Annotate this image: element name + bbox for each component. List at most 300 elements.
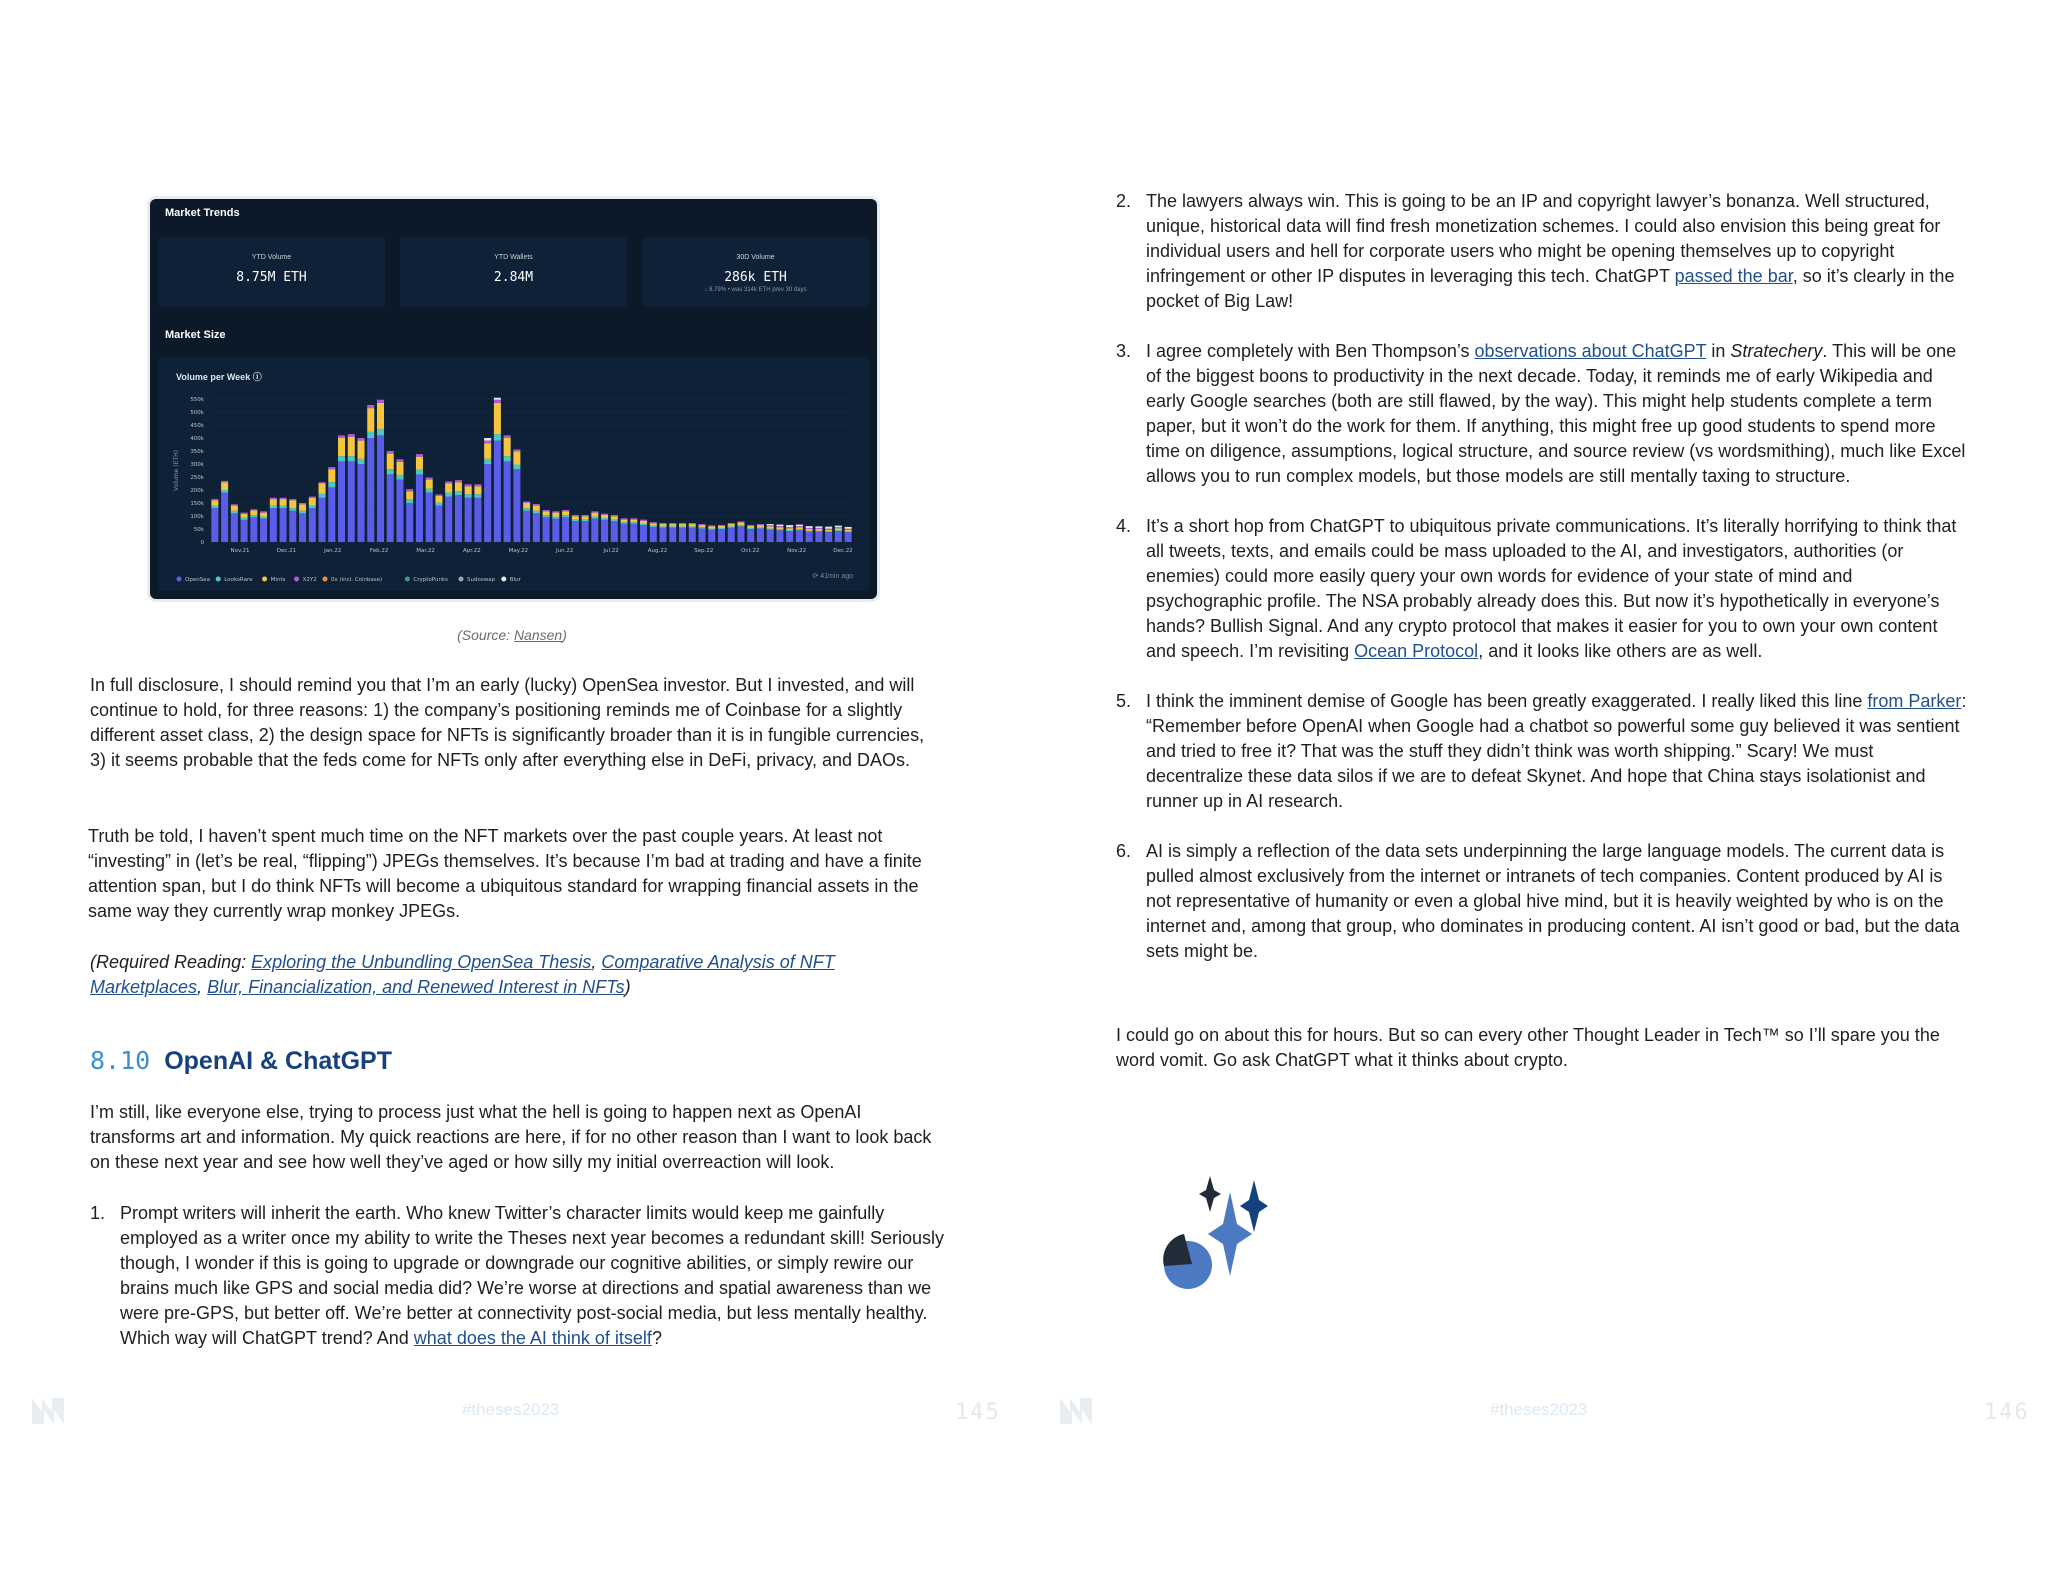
card-title: Market Trends — [165, 207, 240, 219]
x-tick-label: Jul.22 — [603, 548, 619, 554]
bar-segment — [513, 469, 520, 542]
paragraph-truth: Truth be told, I haven’t spent much time on the NFT markets over the past couple years. At least not “investing” in (let’s be real, “flipping”) JPEGs themselves. It’s because I’m bad at trading and have a finite attention span, but I do think NFTs will become a ubiquitous standard for wrapping financial assets in the same way they currently wrap monkey JPEGs. — [88, 826, 922, 921]
bar-segment — [280, 508, 287, 542]
bar-segment — [815, 526, 822, 528]
bar-segment — [533, 504, 540, 506]
bar-segment — [416, 474, 423, 542]
bar-segment — [406, 499, 413, 503]
item-link[interactable]: from Parker — [1867, 691, 1962, 711]
bar-segment — [260, 517, 267, 519]
bar-segment — [640, 520, 647, 521]
bar-segment — [737, 523, 744, 526]
reactions-list-left — [90, 1201, 945, 1376]
bar-segment — [387, 474, 394, 542]
bar-segment — [523, 511, 530, 542]
bar-segment — [562, 517, 569, 542]
bar-segment — [786, 525, 793, 527]
section-heading — [90, 1046, 392, 1076]
bar-segment — [241, 520, 248, 542]
item-italic: Stratechery — [1730, 341, 1823, 361]
bar-segment — [358, 464, 365, 542]
bar-segment — [630, 520, 637, 523]
bar-segment — [377, 403, 384, 429]
bar-segment — [737, 521, 744, 522]
bar-segment — [338, 456, 345, 461]
section-title: OpenAI & ChatGPT — [164, 1047, 393, 1075]
volume-bar-chart — [158, 357, 869, 591]
bar-segment — [815, 532, 822, 542]
x-tick-label: Aug.22 — [647, 548, 668, 554]
list-item — [1116, 689, 1971, 814]
bar-segment — [698, 527, 705, 528]
bar-segment — [426, 478, 433, 480]
item-suffix: ? — [651, 1328, 662, 1348]
bar-segment — [377, 435, 384, 542]
bar-segment — [591, 517, 598, 519]
bar-segment — [523, 503, 530, 508]
market-trends-card — [150, 199, 877, 599]
source-prefix: (Source: — [457, 627, 514, 643]
bar-segment — [299, 504, 306, 511]
bar-segment — [377, 400, 384, 403]
bar-segment — [601, 518, 608, 520]
list-item — [1116, 839, 1971, 964]
bar-segment — [806, 531, 813, 532]
item-text: I think the imminent demise of Google has been greatly exaggerated. I really liked this line — [1146, 691, 1868, 711]
bar-segment — [689, 524, 696, 526]
bar-segment — [562, 511, 569, 515]
bar-segment — [650, 523, 657, 525]
reading-link-blur[interactable]: Blur, Financialization, and Renewed Interest in NFTs — [207, 977, 625, 997]
bar-segment — [806, 532, 813, 542]
bar-segment — [806, 528, 813, 529]
bar-segment — [572, 519, 579, 521]
bar-segment — [737, 526, 744, 542]
bar-segment — [260, 519, 267, 542]
bar-segment — [260, 513, 267, 517]
item-mid: in — [1706, 341, 1731, 361]
bar-segment — [494, 400, 501, 403]
legend-label: Blur — [509, 577, 521, 583]
bar-segment — [494, 398, 501, 400]
x-tick-label: Jun.22 — [556, 548, 574, 554]
reading-link-unbundling[interactable]: Exploring the Unbundling OpenSea Thesis — [251, 952, 592, 972]
footer-hashtag: #theses2023 — [1490, 1400, 1588, 1419]
bar-segment — [562, 510, 569, 511]
item-number: 5. — [1116, 691, 1132, 711]
bar-segment — [845, 527, 852, 529]
bar-segment — [338, 438, 345, 456]
bar-segment — [221, 482, 228, 490]
legend-label: CryptoPunks — [413, 577, 449, 583]
stat-30d-volume — [642, 237, 869, 307]
bar-segment — [835, 530, 842, 531]
bar-segment — [241, 513, 248, 514]
x-tick-label: Feb.22 — [369, 548, 389, 554]
bar-segment — [621, 520, 628, 523]
bar-segment — [660, 524, 667, 526]
bar-segment — [728, 526, 735, 527]
bar-segment — [426, 489, 433, 493]
bar-segment — [786, 531, 793, 542]
bar-segment — [377, 429, 384, 436]
section-number: 8.10 — [90, 1046, 151, 1075]
bar-segment — [689, 526, 696, 527]
item-link[interactable]: Ocean Protocol — [1354, 641, 1479, 661]
bar-segment — [338, 461, 345, 542]
bar-segment — [796, 529, 803, 530]
bar-segment — [796, 525, 803, 527]
bar-segment — [270, 508, 277, 542]
bar-segment — [591, 511, 598, 512]
bar-segment — [611, 516, 618, 519]
reactions-list-right — [1116, 189, 1971, 989]
bar-segment — [582, 521, 589, 542]
bar-segment — [348, 456, 355, 461]
bar-segment — [348, 437, 355, 457]
bar-segment — [591, 519, 598, 542]
bar-segment — [747, 528, 754, 529]
x-tick-label: Oct.22 — [741, 548, 760, 554]
bar-segment — [669, 523, 676, 524]
bar-segment — [698, 525, 705, 527]
bar-segment — [621, 518, 628, 519]
reading-link-comparative[interactable]: Comparative Analysis of NFT Marketplaces — [90, 952, 835, 997]
bar-segment — [660, 526, 667, 527]
bar-segment — [757, 528, 764, 542]
item-link[interactable]: observations about ChatGPT — [1474, 341, 1707, 361]
bar-segment — [757, 527, 764, 528]
bar-segment — [435, 506, 442, 542]
bar-segment — [533, 506, 540, 511]
legend-label: 0x (incl. Coinbase) — [331, 577, 383, 583]
legend-swatch — [459, 577, 464, 582]
item-suffix: : “Remember before OpenAI when Google had a chatbot so powerful some guy believed it was sentient and tried to free it? That was the stuff they didn’t think was worth shipping.” Scary! We must decentralize these data silos if we are to defeat Skynet. And hope that China stays isolationist and runner up in AI research. — [1146, 691, 1967, 811]
legend-label: X2Y2 — [302, 577, 317, 583]
bar-segment — [523, 501, 530, 503]
bar-segment — [582, 519, 589, 521]
footer-hashtag: #theses2023 — [462, 1400, 560, 1419]
y-tick-label: 250k — [190, 475, 204, 481]
bar-segment — [845, 529, 852, 530]
bar-segment — [611, 519, 618, 521]
bar-segment — [552, 519, 559, 542]
y-tick-label: 200k — [190, 488, 204, 494]
bar-segment — [465, 494, 472, 498]
bar-segment — [504, 461, 511, 542]
bar-segment — [455, 480, 462, 482]
bar-segment — [640, 521, 647, 524]
bar-segment — [543, 515, 550, 517]
legend-label: OpenSea — [185, 577, 210, 583]
paragraph-intro: I’m still, like everyone else, trying to process just what the hell is going to happen next as OpenAI transforms art and information. My quick reactions are here, if for no other reason than I want to look back on these next year and see how well they’ve aged or how silly my initial overreaction will look. — [90, 1102, 932, 1172]
bar-segment — [582, 515, 589, 516]
bar-segment — [728, 524, 735, 526]
bar-segment — [815, 531, 822, 532]
market-size-title: Market Size — [165, 329, 226, 341]
source-suffix: ) — [562, 627, 567, 643]
bar-segment — [650, 526, 657, 527]
bar-segment — [231, 511, 238, 514]
bar-segment — [601, 514, 608, 515]
list-item — [1116, 514, 1971, 664]
bar-segment — [396, 462, 403, 475]
bar-segment — [504, 456, 511, 461]
x-tick-label: Apr.22 — [463, 548, 481, 554]
bar-segment — [718, 526, 725, 528]
bar-segment — [708, 525, 715, 526]
bar-segment — [660, 528, 667, 542]
bar-segment — [621, 524, 628, 542]
list-item — [1116, 339, 1971, 489]
paragraph-disclosure: In full disclosure, I should remind you that I’m an early (lucky) OpenSea investor. But I invested, and will continue to hold, for three reasons: 1) the company’s positioning reminds me of Coinbase for a slightly different asset class, 2) the design space for NFTs is significantly broader than it is in fungible currencies, 3) it seems probable that the feds come for NFTs only after everything else in DeFi, privacy, and DAOs. — [90, 675, 925, 770]
bar-segment — [280, 506, 287, 509]
source-link[interactable]: Nansen — [513, 627, 563, 643]
page-number: 145 — [955, 1400, 1001, 1425]
bar-segment — [796, 527, 803, 529]
bar-segment — [747, 526, 754, 528]
bar-segment — [416, 457, 423, 470]
bar-segment — [650, 522, 657, 523]
bar-segment — [270, 506, 277, 509]
chart-title: Volume per Week ⓘ — [176, 372, 262, 382]
bar-segment — [435, 496, 442, 503]
bar-segment — [543, 517, 550, 542]
bar-segment — [825, 532, 832, 542]
bar-segment — [367, 405, 374, 408]
bar-segment — [689, 523, 696, 524]
legend-swatch — [501, 577, 506, 582]
item-suffix: , and it looks like others are as well. — [1478, 641, 1763, 661]
item-text: The lawyers always win. This is going to be an IP and copyright lawyer’s bonanza. Well structured, unique, historical data will find fresh monetization schemes. I could also envision this being great for individual users and hell for corporate users who might be opening themselves up to copyright infringement or other IP disputes in leveraging this tech. ChatGPT — [1146, 191, 1941, 286]
item-link[interactable]: passed the bar — [1674, 266, 1793, 286]
logo-icon — [30, 1392, 66, 1428]
bar-segment — [387, 451, 394, 454]
x-tick-label: Dec.21 — [276, 548, 297, 554]
bar-segment — [221, 493, 228, 542]
legend-swatch — [262, 577, 267, 582]
y-tick-label: 400k — [190, 436, 204, 442]
bar-segment — [640, 525, 647, 542]
bar-segment — [280, 499, 287, 506]
bar-segment — [474, 498, 481, 542]
bar-segment — [289, 508, 296, 511]
bar-segment — [396, 459, 403, 462]
bar-segment — [737, 525, 744, 526]
required-reading — [90, 950, 935, 1000]
y-tick-label: 450k — [190, 423, 204, 429]
bar-segment — [484, 443, 491, 459]
legend-swatch — [405, 577, 410, 582]
bar-segment — [406, 503, 413, 542]
stat-ytd-volume — [158, 237, 385, 307]
bar-segment — [445, 497, 452, 543]
bar-segment — [572, 515, 579, 516]
bar-segment — [825, 527, 832, 529]
bar-segment — [815, 529, 822, 531]
x-tick-label: Dec.22 — [833, 548, 853, 554]
bar-segment — [679, 524, 686, 526]
bar-segment — [523, 508, 530, 511]
bar-segment — [533, 511, 540, 514]
bar-segment — [708, 526, 715, 528]
bar-segment — [260, 511, 267, 512]
bar-segment — [767, 525, 774, 526]
bar-segment — [270, 499, 277, 506]
bar-segment — [513, 449, 520, 451]
bar-segment — [231, 504, 238, 505]
list-item — [90, 1201, 945, 1351]
bar-segment — [465, 486, 472, 494]
bar-segment — [591, 513, 598, 517]
x-tick-label: Sep.22 — [694, 548, 714, 554]
bar-segment — [669, 528, 676, 542]
item-number: 4. — [1116, 516, 1132, 536]
stat-label: YTD Wallets — [494, 254, 533, 261]
bar-segment — [328, 487, 335, 542]
bar-segment — [221, 481, 228, 482]
bar-segment — [757, 524, 764, 525]
bar-segment — [776, 529, 783, 530]
bar-segment — [689, 528, 696, 542]
bar-segment — [757, 525, 764, 527]
bar-segment — [250, 515, 257, 517]
y-tick-label: 100k — [190, 514, 204, 520]
bar-segment — [435, 494, 442, 496]
bar-segment — [319, 484, 326, 494]
bar-segment — [484, 438, 491, 441]
bar-segment — [552, 511, 559, 512]
bar-segment — [494, 434, 501, 441]
bar-segment — [270, 498, 277, 499]
bar-segment — [640, 524, 647, 526]
x-tick-label: Nov.22 — [787, 548, 807, 554]
bar-segment — [796, 526, 803, 527]
bar-segment — [611, 515, 618, 516]
bar-segment — [728, 528, 735, 542]
bar-segment — [280, 498, 287, 499]
bar-segment — [845, 531, 852, 532]
bar-segment — [338, 435, 345, 438]
bar-segment — [299, 511, 306, 514]
item-link[interactable]: what does the AI think of itself — [413, 1328, 652, 1348]
bar-segment — [601, 515, 608, 518]
bar-segment — [474, 486, 481, 494]
bar-segment — [776, 527, 783, 529]
legend-label: Sudoswap — [467, 577, 496, 583]
bar-segment — [718, 528, 725, 529]
bar-segment — [435, 502, 442, 505]
bar-segment — [289, 511, 296, 542]
bar-segment — [806, 529, 813, 531]
y-tick-label: 300k — [190, 462, 204, 468]
bar-segment — [426, 493, 433, 542]
bar-segment — [474, 494, 481, 498]
y-tick-label: 150k — [190, 501, 204, 507]
bar-segment — [504, 435, 511, 438]
bar-segment — [465, 498, 472, 542]
bar-segment — [211, 508, 218, 542]
logo-icon — [1058, 1392, 1094, 1428]
bar-segment — [484, 441, 491, 444]
bar-segment — [455, 482, 462, 491]
bar-segment — [348, 434, 355, 437]
bar-segment — [387, 454, 394, 470]
y-tick-label: 0 — [200, 540, 204, 546]
item-number: 1. — [90, 1203, 106, 1223]
bar-segment — [504, 438, 511, 456]
bar-segment — [669, 526, 676, 527]
bar-segment — [698, 528, 705, 542]
bar-segment — [621, 522, 628, 524]
sparkle-decoration-icon — [1128, 1170, 1288, 1300]
item-text: . This will be one of the biggest boons to productivity in the next decade. Today, it reminds me of early Wikipedia and early Google searches (both are still flawed, by the way). This might help students complete a term paper, but it won’t do the work for them. If anything, this might free up good students to spend more time on diligence, assumptions, logical structure, and source review (vs wordsmithing), much like Excel allows you to run complex models, but those models are still mentally taxing to structure. — [1146, 341, 1966, 486]
bar-segment — [601, 520, 608, 542]
bar-segment — [211, 499, 218, 500]
stat-label: 30D Volume — [736, 254, 775, 261]
bar-segment — [367, 408, 374, 431]
bar-segment — [835, 531, 842, 542]
bar-segment — [328, 469, 335, 482]
bar-segment — [231, 513, 238, 542]
item-text: It’s a short hop from ChatGPT to ubiquitous private communications. It’s literally horrifying to think that all tweets, texts, and emails could be mass uploaded to the AI, and investigators, authorities (or enemies) could more easily query your own words for evidence of your state of mind and psychographic profile. The NSA probably already does this. But now it’s hypothetically in everyone’s hands? Bullish Signal. And any crypto protocol that makes it easier for you to own your own content and speech. I’m revisiting — [1146, 516, 1957, 661]
legend-label: Mints — [270, 577, 286, 583]
item-number: 2. — [1116, 191, 1132, 211]
bar-segment — [406, 491, 413, 499]
stat-value: 286k ETH — [724, 270, 787, 285]
reading-suffix: ) — [624, 977, 631, 997]
bar-segment — [241, 518, 248, 520]
bar-segment — [835, 527, 842, 528]
bar-segment — [835, 526, 842, 528]
bar-segment — [494, 403, 501, 434]
bar-segment — [630, 522, 637, 524]
bar-segment — [630, 524, 637, 542]
updated-label: ⟳ 41min ago — [812, 573, 853, 580]
bar-segment — [289, 499, 296, 500]
bar-segment — [767, 530, 774, 542]
stat-value: 8.75M ETH — [236, 270, 307, 285]
bar-segment — [747, 529, 754, 542]
bar-segment — [776, 530, 783, 542]
item-text: Prompt writers will inherit the earth. Who knew Twitter’s character limits would keep me gainfully employed as a writer once my ability to write the Theses next year becomes a redundant skill! Seriously though, I wonder if this is going to upgrade or downgrade our cognitive abilities, or simply rewire our brains much like GPS and social media did? We’re worse at directions and spatial awareness than we were pre-GPS, but better off. We’re better at connectivity post-social media, but less mentally healthy. Which way will ChatGPT trend? And — [120, 1203, 945, 1348]
bar-segment — [845, 532, 852, 542]
bar-segment — [669, 524, 676, 526]
bar-segment — [679, 528, 686, 542]
y-tick-label: 550k — [190, 397, 204, 403]
bar-segment — [718, 525, 725, 526]
bar-segment — [358, 438, 365, 441]
reading-prefix: (Required Reading: — [90, 952, 252, 972]
bar-segment — [786, 528, 793, 530]
bar-segment — [708, 530, 715, 542]
bar-segment — [611, 521, 618, 542]
bar-segment — [231, 506, 238, 511]
bar-segment — [484, 464, 491, 542]
item-text: AI is simply a reflection of the data sets underpinning the large language models. The current data is pulled almost exclusively from the internet or intranets of tech companies. Content produced by AI is not representative of humanity or even a global hive mind, but it is heavily weighted by who is on the internet and, among that group, who dominates in producing content. AI isn’t good or bad, but the data sets might be. — [1146, 841, 1960, 961]
bar-segment — [543, 511, 550, 515]
bar-segment — [319, 498, 326, 542]
bar-segment — [328, 467, 335, 469]
bar-segment — [299, 503, 306, 504]
bar-segment — [319, 494, 326, 498]
bar-segment — [679, 526, 686, 527]
bar-segment — [552, 513, 559, 517]
y-axis-label: Volume (ETH) — [173, 450, 180, 491]
bar-segment — [767, 524, 774, 525]
bar-segment — [455, 495, 462, 542]
bar-segment — [494, 441, 501, 542]
